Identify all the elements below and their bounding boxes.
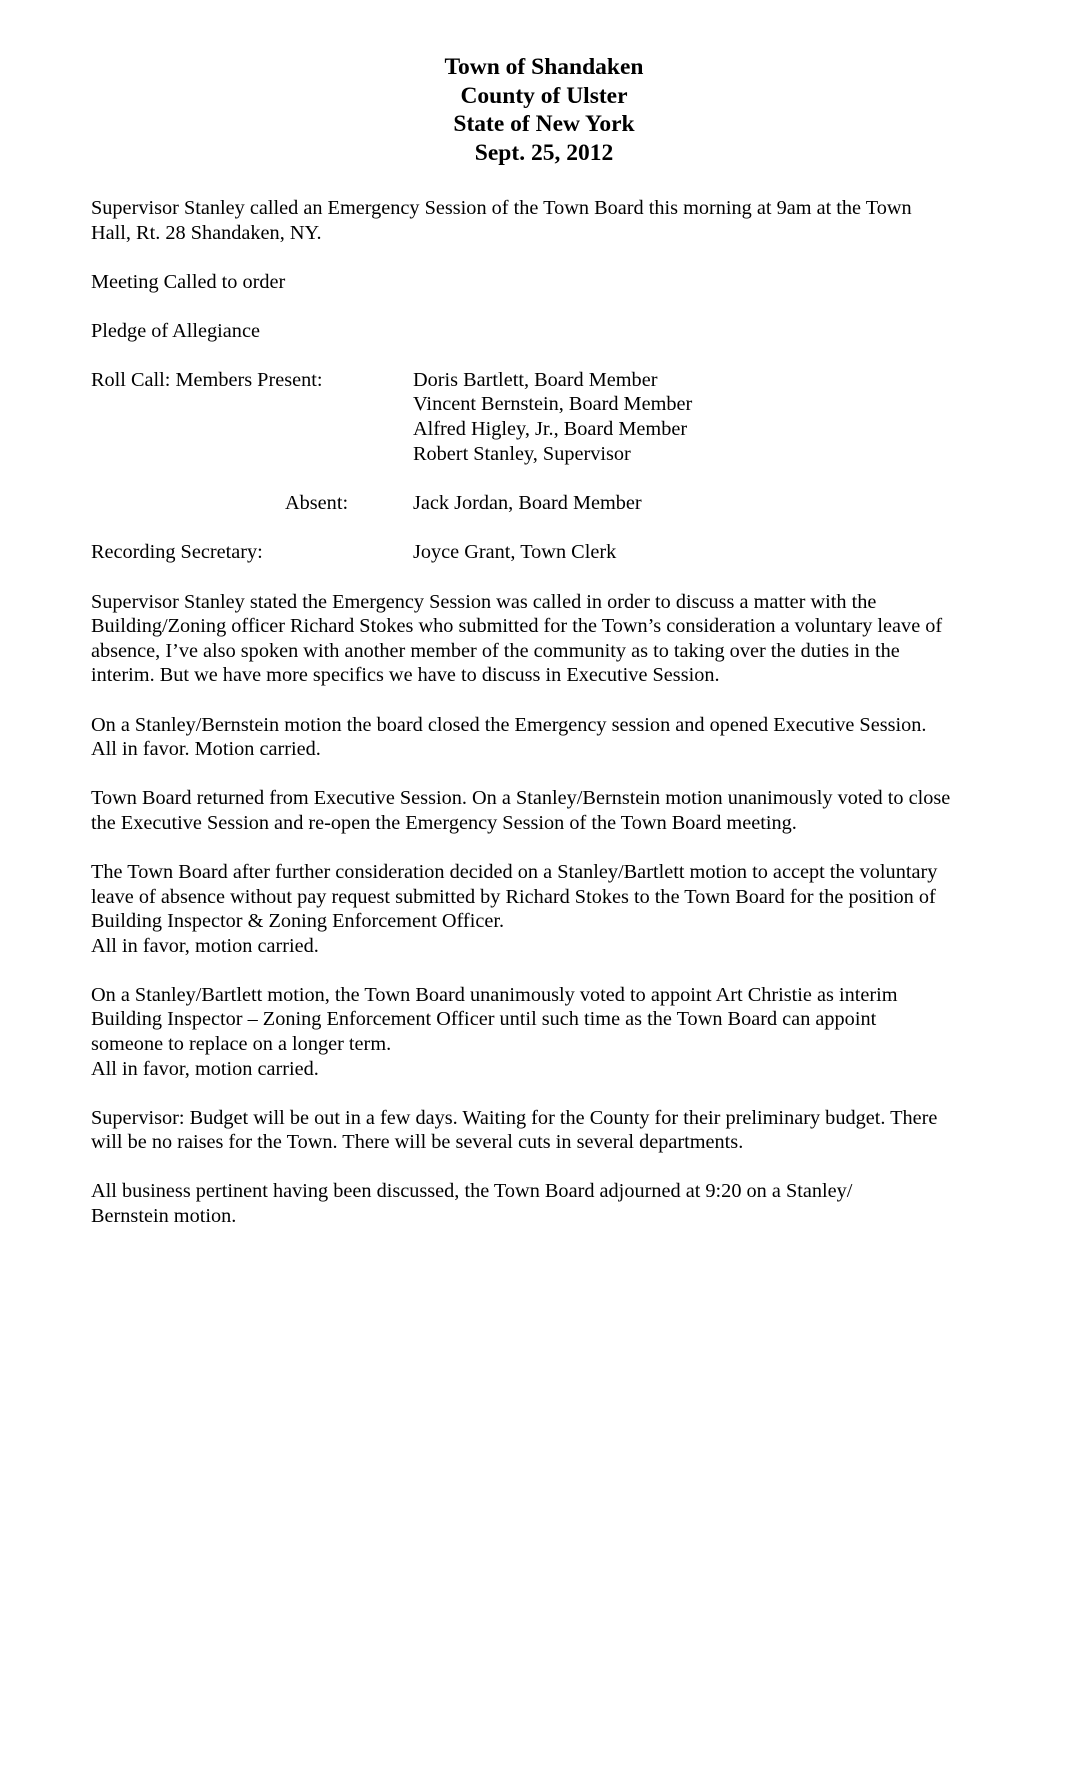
member-name: Alfred Higley, Jr., Board Member [413, 418, 688, 441]
paragraph-adjournment [91, 1179, 1011, 1228]
text-line: leave of absence without pay request submitted by Richard Stokes to the Town Board for the position of [91, 885, 936, 908]
text-line: On a Stanley/Bernstein motion the board closed the Emergency session and opened Executive Session. [91, 713, 927, 736]
members-present-list [413, 368, 692, 466]
paragraph-leave-accepted [91, 860, 1011, 958]
absent-label: Absent: [285, 491, 349, 514]
text-line: Pledge of Allegiance [91, 319, 260, 342]
text-line: All in favor, motion carried. [91, 1057, 319, 1080]
member-name: Vincent Bernstein, Board Member [413, 393, 693, 416]
member-name: Robert Stanley, Supervisor [413, 442, 631, 465]
paragraph-executive-close [91, 786, 1011, 835]
text-line: absence, I’ve also spoken with another member of the community as to taking over the duties in the [91, 639, 900, 662]
text-line: Building/Zoning officer Richard Stokes who submitted for the Town’s consideration a voluntary leave of [91, 615, 943, 638]
header-county: County of Ulster [460, 82, 628, 109]
header-date: Sept. 25, 2012 [474, 139, 614, 166]
text-line: will be no raises for the Town. There will be several cuts in several departments. [91, 1131, 744, 1154]
text-line: Meeting Called to order [91, 270, 286, 293]
text-line: Supervisor Stanley called an Emergency Session of the Town Board this morning at 9am at the Town [91, 197, 912, 219]
member-name: Doris Bartlett, Board Member [413, 368, 658, 391]
secretary-label: Recording Secretary: [91, 541, 263, 564]
paragraph-executive-open [91, 713, 1011, 762]
document-body [91, 196, 1011, 1253]
roll-call-label: Roll Call: Members Present: [91, 368, 323, 391]
pledge [91, 319, 1011, 344]
header-state: State of New York [453, 111, 635, 138]
absent-member: Jack Jordan, Board Member [413, 491, 642, 514]
text-line: Bernstein motion. [91, 1204, 237, 1227]
called-to-order [91, 270, 1011, 295]
intro-paragraph [91, 196, 1011, 245]
text-line: Building Inspector – Zoning Enforcement Officer until such time as the Town Board can appoint [91, 1008, 877, 1031]
paragraph-budget [91, 1106, 1011, 1155]
text-line: Town Board returned from Executive Session. On a Stanley/Bernstein motion unanimously voted to close [91, 787, 951, 810]
absent-row [91, 491, 1011, 516]
text-line: All in favor. Motion carried. [91, 738, 321, 761]
text-line: On a Stanley/Bartlett motion, the Town Board unanimously voted to appoint Art Christie as interim [91, 983, 898, 1006]
text-line: someone to replace on a longer term. [91, 1032, 392, 1055]
secretary-name: Joyce Grant, Town Clerk [413, 541, 617, 564]
header-town: Town of Shandaken [444, 54, 644, 80]
text-line: Hall, Rt. 28 Shandaken, NY. [91, 221, 322, 244]
text-line: All business pertinent having been discussed, the Town Board adjourned at 9:20 on a Stanley/ [91, 1180, 853, 1203]
text-line: All in favor, motion carried. [91, 934, 319, 957]
text-line: Supervisor Stanley stated the Emergency Session was called in order to discuss a matter with the [91, 590, 877, 613]
paragraph-emergency-purpose [91, 590, 1011, 688]
text-line: Supervisor: Budget will be out in a few days. Waiting for the County for their preliminary budget. There [91, 1106, 938, 1129]
secretary-row [91, 540, 1011, 565]
text-line: The Town Board after further consideration decided on a Stanley/Bartlett motion to accept the voluntary [91, 860, 938, 883]
paragraph-interim-appointment [91, 983, 1011, 1081]
roll-call [91, 368, 1011, 467]
text-line: Building Inspector & Zoning Enforcement Officer. [91, 910, 505, 933]
document-header [0, 53, 1088, 167]
text-line: the Executive Session and re-open the Emergency Session of the Town Board meeting. [91, 811, 797, 834]
text-line: interim. But we have more specifics we have to discuss in Executive Session. [91, 664, 720, 687]
